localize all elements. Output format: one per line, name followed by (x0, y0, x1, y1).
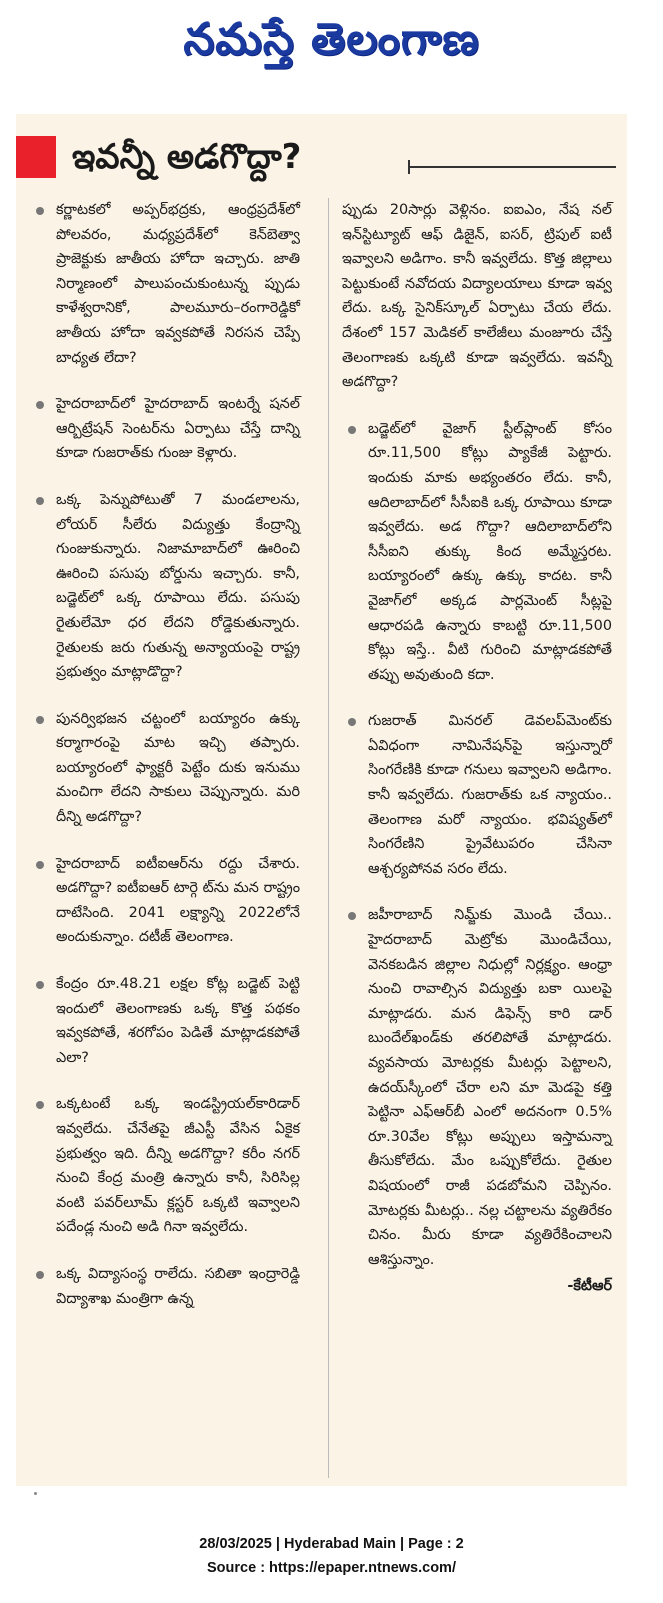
bullet-icon (348, 912, 356, 920)
bullet-icon (36, 207, 44, 215)
list-item (30, 972, 300, 1070)
dot-mark (34, 1492, 37, 1495)
right-column (342, 198, 612, 1298)
list-item (30, 852, 300, 950)
list-item (342, 417, 612, 688)
bullet-icon (36, 497, 44, 505)
bullet-icon (36, 981, 44, 989)
bullet-icon (36, 716, 44, 724)
bullet-icon (36, 1101, 44, 1109)
footer-source: Source : https://epaper.ntnews.com/ (207, 1560, 456, 1576)
bullet-icon (36, 861, 44, 869)
list-item (342, 709, 612, 881)
list-item (30, 707, 300, 830)
item-text: గుజరాత్ మినరల్ డెవలప్‌మెంట్‌కు ఏవిధంగా నామినేషన్‌పై ఇస్తున్నారో సింగరేణికి కూడా గనులు ఇవ్వాలని అడిగాం. కానీ ఇవ్వలేదు. గుజరాత్‌కు ఒక న్యాయం.. తెలంగాణ మరో న్యాయం. భవిష్యత్‌లో సింగరేణిని ప్రైవేటుపరం చేసినా ఆశ్చర్యపోనవ సరం లేదు. (368, 713, 612, 877)
item-text: ఒక్క విద్యాసంస్థ రాలేదు. సబితా ఇంద్రారెడ్డి విద్యాశాఖ మంత్రిగా ఉన్న (56, 1265, 300, 1307)
list-item (30, 392, 300, 466)
item-text: ఒక్కటంటే ఒక్క ఇండస్ట్రియల్‌కారిడార్ ఇవ్వలేదు. చేనేతపై జీఎస్టీ వేసిన ఏకైక ప్రభుత్వం ఇది. దీన్ని అడగొద్దా? కరీం నగర్ నుంచి కేంద్ర మంత్రి ఉన్నారు కానీ, సిరిసిల్ల వంటి పవర్‌లూమ్ క్లస్టర్ ఒక్కటి ఇవ్వాలని పదేండ్ల నుంచి అడి గినా ఇవ్వలేదు. (56, 1096, 300, 1236)
list-item (342, 903, 612, 1272)
bullet-icon (36, 1271, 44, 1279)
bullet-icon (348, 426, 356, 434)
bullet-icon (348, 718, 356, 726)
headline-row (16, 132, 627, 186)
item-text: జహీరాబాద్ నిమ్జ్‌కు మొండి చేయి.. హైదరాబాద్ మెట్రోకు మొండిచేయి, వెనకబడిన జిల్లాల నిధుల్లో నిర్లక్ష్యం. ఆంధ్రా నుంచి రావాల్సిన విద్యుత్తు బకా యిలపై మాట్లాడరు. మన డిఫెన్స్ కారి డార్ బుందేల్‌ఖండ్‌కు తరలిపోతే మాట్లాడరు. వ్యవసాయ మోటర్లకు మీటర్లు పెట్టాలని, ఉదయ్‌స్కీంలో చేరా లని మా మెడపై కత్తి పెట్టినా ఎఫ్‌ఆర్‌బీ ఎంలో అదనంగా 0.5% రూ.30వేల కోట్లు అప్పులు ఇస్తామన్నా తీసుకోలేదు. మేం ఒప్పుకోలేదు. రైతుల విషయంలో రాజీ పడబోమని చెప్పినం. మోటర్లకు మీటర్లు.. నల్ల చట్టాలను వ్యతిరేకం చినం. మీరు కూడా వ్యతిరేకించాలని ఆశిస్తున్నాం. (368, 907, 612, 1268)
list-item (30, 1262, 300, 1311)
item-text: పునర్విభజన చట్టంలో బయ్యారం ఉక్కు కర్మాగారంపై మాట ఇచ్చి తప్పారు. బయ్యారంలో ఫ్యాక్టరీ పెట్టేం దుకు ఇనుము మంచిగా లేదని సాకులు చెప్పున్నారు. మరి దీన్ని అడగొద్దా? (56, 710, 300, 826)
item-text: బడ్జెట్‌లో వైజాగ్ స్టీల్‌ప్లాంట్ కోసం రూ.11,500 కోట్లు ప్యాకేజీ పెట్టారు. ఇందుకు మాకు అభ్యంతరం లేదు. కానీ, ఆదిలాబాద్‌లో సీసీఐకి ఒక్క రూపాయి కూడా ఇవ్వలేదు. అడ గొద్దా? ఆదిలాబాద్‌లోని సీసీఐని తుక్కు కింద అమ్మేస్తరట. బయ్యారంలో ఉక్కు ఉక్కు కాదట. కానీ వైజాగ్‌లో అక్కడ పార్లమెంట్ సీట్లపై ఆధారపడి ఉన్నారు కాబట్టి రూ.11,500 కోట్లు ఇస్తే.. వీటి గురించి మాట్లాడకపోతే తప్పు అవుతుంది కదా. (368, 420, 612, 683)
item-text: హైదరాబాద్‌లో హైదరాబాద్ ఇంటర్నే షనల్ ఆర్బిట్రేషన్ సెంటర్‌ను ఏర్పాటు చేస్తే దాన్ని కూడా గుజరాత్‌కు గుంజు కెళ్లారు. (56, 396, 300, 462)
article-headline: ఇవన్నీ అడగొద్దా? (72, 137, 302, 177)
item-text: హైదరాబాద్ ఐటీఐఆర్‌ను రద్దు చేశారు. అడగొద్దా? ఐటీఐఆర్ టార్గె ట్‌ను మన రాష్ట్రం దాటేసింది. 2041 లక్ష్యాన్ని 2022లోనే అందుకున్నాం. దటీజ్ తెలంగాణ. (56, 855, 300, 946)
list-item (30, 488, 300, 685)
article-clipping (16, 114, 627, 1486)
column-divider (328, 198, 329, 1478)
continued-paragraph: ప్పుడు 20సార్లు వెళ్లినం. ఐఐఎం, నేష నల్ ఇన్‌స్టిట్యూట్ ఆఫ్ డిజైన్, ఐసర్, ట్రిపుల్ ఐటీ ఇవ్వాలని అడిగాం. కానీ ఇవ్వలేదు. కొత్త జిల్లాలు పెట్టుకుంటే నవోదయ విద్యాలయాలు కూడా ఇవ్వ లేదు. ఒక్క సైనిక్‌స్కూల్ ఏర్పాటు చేయ లేదు. దేశంలో 157 మెడికల్ కాలేజీలు మంజూరు చేస్తే తెలంగాణకు ఒక్కటి కూడా ఇవ్వలేదు. ఇవన్నీ అడగొద్దా? (342, 202, 612, 391)
headline-rule (408, 166, 616, 168)
footer-date-edition: 28/03/2025 | Hyderabad Main | Page : 2 (199, 1536, 464, 1552)
item-text: కర్ణాటకలో అప్పర్‌భద్రకు, ఆంధ్రప్రదేశ్‌లో పోలవరం, మధ్యప్రదేశ్‌లో కెన్‌బెత్వా ప్రాజెక్టుకు జాతీయ హోదా ఇచ్చారు. జాతి నిర్మాణంలో పాలుపంచుకుంటున్న ప్పుడు కాళేశ్వరానికో, పాలమూరు–రంగారెడ్డికో జాతీయ హోదా ఇవ్వకపోతే నిరసన చెప్పే బాధ్యత లేదా? (56, 202, 300, 366)
left-column (30, 198, 300, 1333)
item-text: కేంద్రం రూ.48.21 లక్షల కోట్ల బడ్జెట్ పెట్టి ఇందులో తెలంగాణకు ఒక్క కొత్త పథకం ఇవ్వకపోతే, శరగోపం పెడితే మాట్లాడకపోతే ఎలా? (56, 976, 300, 1066)
list-item (30, 198, 300, 370)
item-text: ఒక్క పెన్నుపోటుతో 7 మండలాలను, లోయర్ సీలేరు విద్యుత్తు కేంద్రాన్ని గుంజుకున్నారు. నిజామాబాద్‌లో ఊరించి ఊరించి పసుపు బోర్డును ఇచ్చారు. కానీ, బడ్జెట్‌లో ఒక్క రూపాయి లేదు. పసుపు రైతులేమో ధర లేదని రోడ్డెకుతున్నారు. రైతులకు జరు గుతున్న అన్యాయంపై రాష్ట్ర ప్రభుత్వం మాట్లాడొద్దా? (56, 491, 300, 681)
list-item (30, 1092, 300, 1240)
red-accent-block (16, 136, 56, 178)
masthead-title: నమస్తే తెలంగాణ (183, 14, 480, 65)
author-signature: -కేటీఆర్ (567, 1278, 612, 1295)
masthead (0, 8, 663, 72)
bullet-icon (36, 401, 44, 409)
